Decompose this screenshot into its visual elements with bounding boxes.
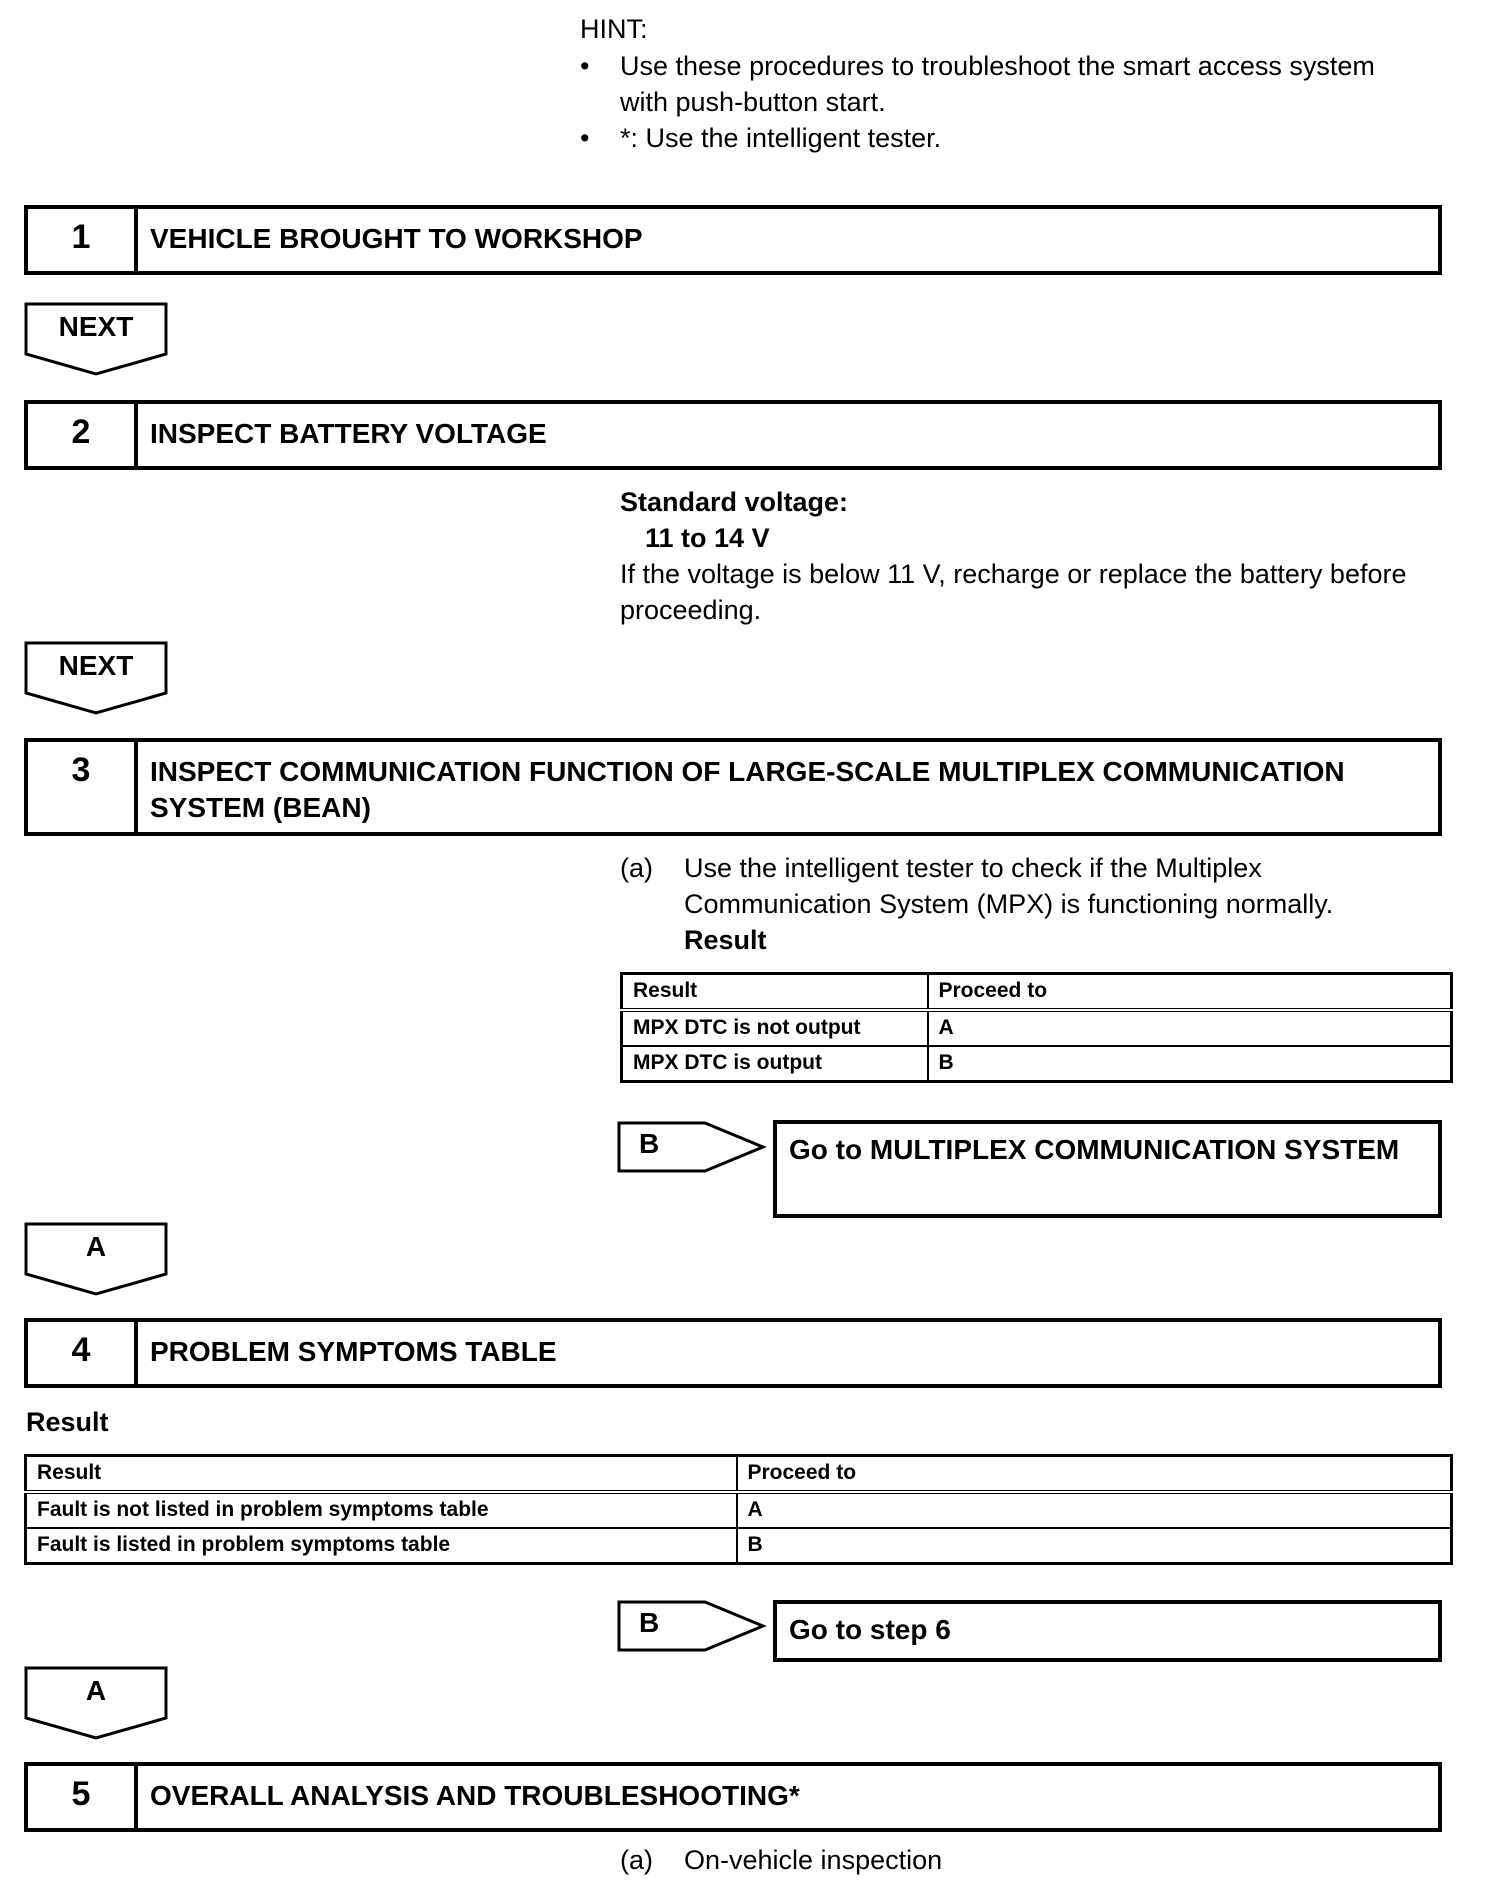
step-1-header — [24, 205, 1442, 275]
table-header-row — [622, 974, 1452, 1010]
table-cell: B — [928, 1046, 1452, 1082]
step-title: INSPECT BATTERY VOLTAGE — [150, 418, 547, 449]
branch-a-arrow — [24, 1222, 168, 1298]
next-label: NEXT — [58, 311, 134, 342]
branch-label: B — [639, 1607, 660, 1638]
table-header-cell: Proceed to — [737, 1456, 1452, 1492]
table-header-row — [26, 1456, 1452, 1492]
result-label: Result — [684, 925, 767, 955]
item-text: Use the intelligent tester to check if the Multiplex Communication System (MPX) is functioning normally. — [684, 853, 1334, 919]
item-label: (a) — [620, 1845, 653, 1875]
result-table — [24, 1454, 1453, 1565]
goto-box: Go to MULTIPLEX COMMUNICATION SYSTEM — [773, 1120, 1442, 1218]
step-title: OVERALL ANALYSIS AND TROUBLESHOOTING* — [150, 1780, 800, 1811]
table-header-cell: Result — [26, 1456, 737, 1492]
next-arrow — [24, 641, 168, 717]
step-number: 5 — [28, 1766, 138, 1828]
step-4-header — [24, 1318, 1442, 1388]
standard-voltage-value: 11 to 14 V — [645, 523, 770, 553]
table-header-cell: Proceed to — [928, 974, 1452, 1010]
table-cell: B — [737, 1528, 1452, 1564]
table-cell: MPX DTC is not output — [622, 1010, 928, 1046]
step-number: 4 — [28, 1322, 138, 1384]
hint-list — [580, 48, 1420, 156]
step-number: 1 — [28, 209, 138, 271]
result-label: Result — [26, 1407, 109, 1437]
table-cell: A — [928, 1010, 1452, 1046]
table-cell: Fault is not listed in problem symptoms table — [26, 1492, 737, 1528]
standard-voltage-label: Standard voltage: — [620, 487, 849, 517]
table-row — [26, 1492, 1452, 1528]
battery-note: If the voltage is below 11 V, recharge or replace the battery before proceeding. — [620, 559, 1407, 625]
step-title: INSPECT COMMUNICATION FUNCTION OF LARGE-SCALE MULTIPLEX COMMUNICATION SYSTEM (BEAN) — [150, 756, 1345, 823]
item-label: (a) — [620, 853, 653, 883]
branch-a-arrow — [24, 1666, 168, 1742]
branch-b-arrow — [617, 1597, 767, 1655]
branch-label: B — [639, 1128, 660, 1159]
branch-label: A — [85, 1675, 107, 1706]
hint-title: HINT: — [580, 14, 648, 44]
table-cell: A — [737, 1492, 1452, 1528]
branch-b-arrow — [617, 1118, 767, 1176]
step-2-header — [24, 400, 1442, 470]
table-row — [622, 1010, 1452, 1046]
step-title: VEHICLE BROUGHT TO WORKSHOP — [150, 223, 643, 254]
table-row — [622, 1046, 1452, 1082]
table-row — [26, 1528, 1452, 1564]
step-number: 2 — [28, 404, 138, 466]
step-5-header — [24, 1762, 1442, 1832]
table-cell: Fault is listed in problem symptoms table — [26, 1528, 737, 1564]
hint-item: • Use these procedures to troubleshoot the smart access system with push-button start. — [580, 48, 1420, 120]
branch-label: A — [85, 1231, 107, 1262]
next-label: NEXT — [58, 650, 134, 681]
next-arrow — [24, 302, 168, 378]
goto-box: Go to step 6 — [773, 1600, 1442, 1662]
step-number: 3 — [28, 742, 138, 832]
hint-item: • *: Use the intelligent tester. — [580, 120, 1420, 156]
result-table — [620, 972, 1453, 1083]
step-title: PROBLEM SYMPTOMS TABLE — [150, 1336, 557, 1367]
table-cell: MPX DTC is output — [622, 1046, 928, 1082]
item-text: On-vehicle inspection — [684, 1845, 943, 1875]
step-3-header — [24, 738, 1442, 836]
table-header-cell: Result — [622, 974, 928, 1010]
